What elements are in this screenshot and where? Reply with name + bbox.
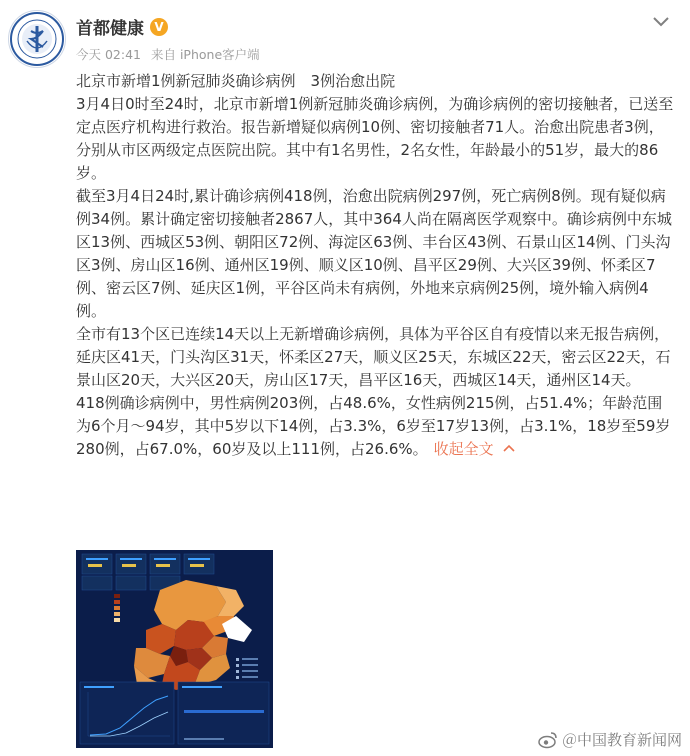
post-paragraph-2: 截至3月4日24时,累计确诊病例418例，治愈出院病例297例，死亡病例8例。现有疑似病例34例。累计确定密切接触者2867人，其中364人尚在隔离医学观察中。确诊病例中东城区13例、西城区53例、朝阳区72例、海淀区63例、丰台区43例、石景山区14例、门头沟区3例、房山区16例、通州区19例、顺义区10例、昌平区29例、大兴区39例、怀柔区7例、密云区7例、延庆区1例，平谷区尚未有病例，外地来京病例25例，境外输入病例4例。	[76, 187, 672, 320]
post-title: 北京市新增1例新冠肺炎确诊病例 3例治愈出院	[76, 72, 396, 90]
account-name[interactable]: 首都健康	[76, 19, 144, 39]
dashboard-thumbnail[interactable]	[76, 550, 273, 748]
chevron-up-icon	[502, 443, 516, 453]
watermark	[538, 729, 682, 750]
post-source: 来自 iPhone客户端	[150, 47, 260, 62]
chevron-down-icon	[648, 10, 674, 32]
collapse-label: 收起全文	[433, 440, 494, 458]
post-paragraph-1: 3月4日0时至24时，北京市新增1例新冠肺炎确诊病例，为确诊病例的密切接触者，已送至定点医疗机构进行救治。报告新增疑似病例10例、密切接触者71人。治愈出院患者3例，分别从市区两级定点医院出院。其中有1名男性，2名女性，年龄最小的51岁，最大的86岁。	[76, 95, 674, 182]
post-time[interactable]: 今天 02:41	[76, 47, 141, 62]
post-paragraph-3: 全市有13个区已连续14天以上无新增确诊病例，具体为平谷区自有疫情以来无报告病例，延庆区41天，门头沟区31天，怀柔区27天，顺义区25天，东城区22天，密云区22天，石景山区20天，大兴区20天，房山区17天，昌平区16天，西城区14天，通州区14天。	[76, 325, 671, 389]
verified-badge-icon: V	[150, 18, 168, 36]
epidemic-dashboard-map	[76, 550, 273, 748]
avatar[interactable]	[8, 10, 66, 68]
account-name-row[interactable]	[76, 14, 168, 39]
post-meta	[76, 45, 266, 63]
watermark-text: ＠中国教育新闻网	[561, 731, 682, 749]
beijing-health-emblem-icon	[9, 11, 65, 67]
more-options-button[interactable]	[648, 10, 674, 32]
post-paragraph-4-text: 418例确诊病例中，男性病例203例，占48.6%，女性病例215例，占51.4%；年龄范围为6个月～94岁，其中5岁以下14例，占3.3%，6岁至17岁13例，占3.1%，18岁至59岁280例，占67.0%，60岁及以上111例，占26.6%。	[76, 394, 671, 458]
post-body	[76, 70, 676, 461]
weibo-logo-icon	[538, 730, 558, 750]
post-paragraph-4	[76, 392, 676, 461]
collapse-button[interactable]	[434, 440, 517, 458]
